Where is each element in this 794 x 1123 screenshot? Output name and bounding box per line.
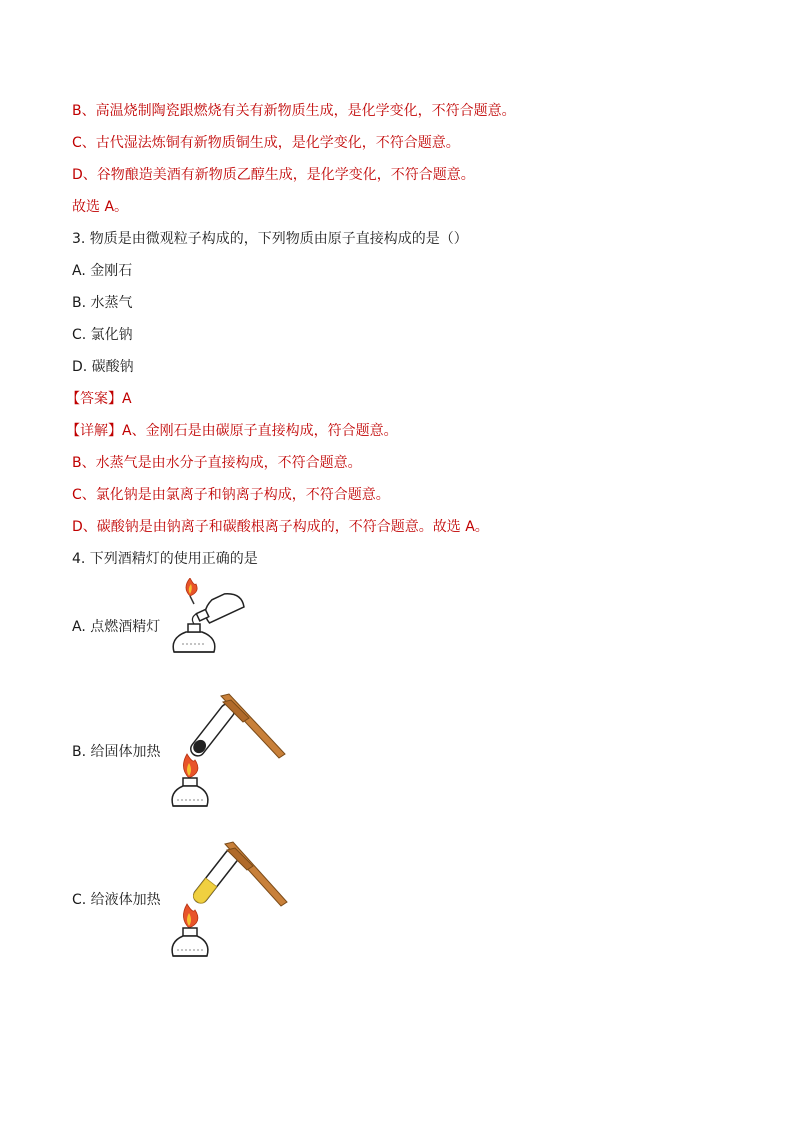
q3-option-a: A. 金刚石	[72, 263, 133, 279]
q4-option-b-label: B. 给固体加热	[72, 744, 161, 760]
q3-stem: 3. 物质是由微观粒子构成的，下列物质由原子直接构成的是（）	[72, 231, 468, 247]
q3-explain-d: D、碳酸钠是由钠离子和碳酸根离子构成的，不符合题意。故选 A。	[72, 519, 489, 535]
prev-conclusion: 故选 A。	[72, 199, 129, 215]
q3-option-c: C. 氯化钠	[72, 327, 133, 343]
heating-liquid-test-tube-icon	[165, 836, 290, 961]
q3-answer	[66, 389, 132, 409]
q3-explain-b: B、水蒸气是由水分子直接构成，不符合题意。	[72, 455, 362, 471]
q4-option-a-label: A. 点燃酒精灯	[72, 619, 161, 635]
explain-tag: 【详解】	[66, 423, 122, 439]
answer-tag: 【答案】	[66, 391, 122, 407]
prev-explain-b: B、高温烧制陶瓷跟燃烧有关有新物质生成，是化学变化，不符合题意。	[72, 103, 516, 119]
prev-explain-c: C、古代湿法炼铜有新物质铜生成，是化学变化，不符合题意。	[72, 135, 460, 151]
heating-solid-test-tube-icon	[165, 688, 290, 813]
lamp-lighting-lamp-icon	[160, 578, 250, 668]
q3-option-b: B. 水蒸气	[72, 295, 133, 311]
q4-stem: 4. 下列酒精灯的使用正确的是	[72, 551, 258, 567]
explain-a-text: A、金刚石是由碳原子直接构成，符合题意。	[122, 423, 398, 439]
q3-explain-c: C、氯化钠是由氯离子和钠离子构成，不符合题意。	[72, 487, 390, 503]
answer-value: A	[122, 391, 132, 407]
q3-explain-a	[66, 421, 398, 441]
q3-option-d: D. 碳酸钠	[72, 359, 134, 375]
prev-explain-d: D、谷物酿造美酒有新物质乙醇生成，是化学变化，不符合题意。	[72, 167, 475, 183]
q4-option-c-label: C. 给液体加热	[72, 892, 161, 908]
